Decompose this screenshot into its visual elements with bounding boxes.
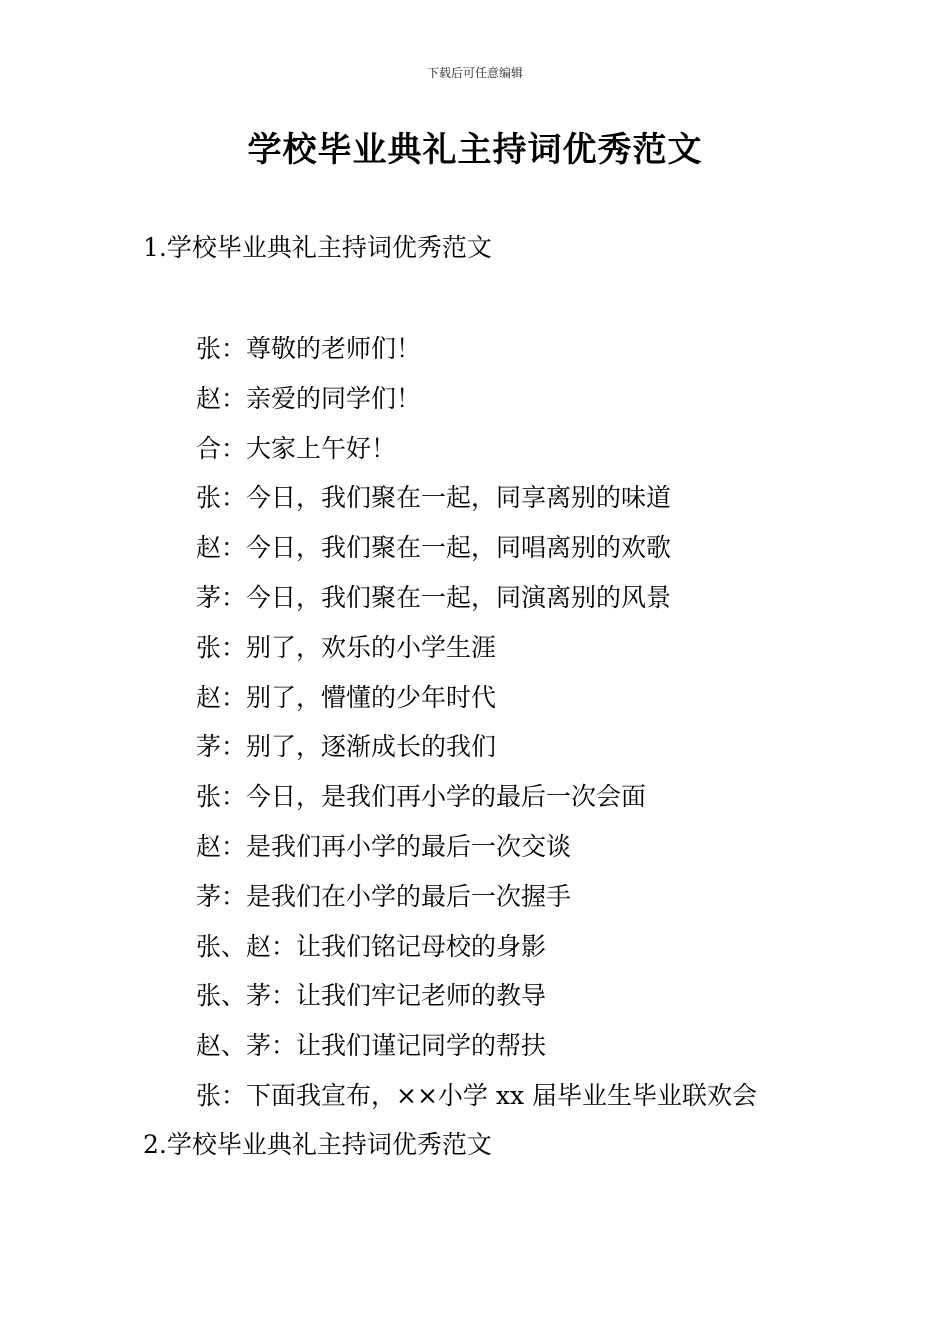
dialogue-line: 茅：是我们在小学的最后一次握手 [196,881,572,911]
dialogue-line: 赵、茅：让我们谨记同学的帮扶 [196,1031,547,1061]
dialogue-line: 张：尊敬的老师们！ [196,334,422,363]
dialogue-line: 赵：是我们再小学的最后一次交谈 [196,831,572,861]
dialogue-list [196,327,757,1124]
dialogue-line: 张、茅：让我们牢记老师的教导 [196,981,547,1011]
section-heading-2: 2.学校毕业典礼主持词优秀范文 [143,1130,492,1159]
dialogue-line: 茅：别了，逐渐成长的我们 [196,732,497,762]
page-header-note: 下载后可任意编辑 [426,66,523,80]
section-heading-1: 1.学校毕业典礼主持词优秀范文 [143,233,492,262]
dialogue-line: 张：下面我宣布，××小学 xx 届毕业生毕业联欢会 [196,1080,757,1110]
dialogue-line: 赵：今日，我们聚在一起，同唱离别的欢歌 [196,533,672,563]
dialogue-line: 赵：别了，懵懂的少年时代 [196,682,497,712]
dialogue-line: 赵：亲爱的同学们！ [196,383,422,413]
dialogue-line: 张：今日，我们聚在一起，同享离别的味道 [196,483,672,513]
dialogue-line: 茅：今日，我们聚在一起，同演离别的风景 [196,582,672,612]
dialogue-line: 合：大家上午好！ [196,433,397,463]
dialogue-line: 张、赵：让我们铭记母校的身影 [196,931,547,961]
dialogue-line: 张：别了，欢乐的小学生涯 [196,632,497,662]
dialogue-line: 张：今日，是我们再小学的最后一次会面 [196,782,647,812]
document-title: 学校毕业典礼主持词优秀范文 [247,130,703,170]
